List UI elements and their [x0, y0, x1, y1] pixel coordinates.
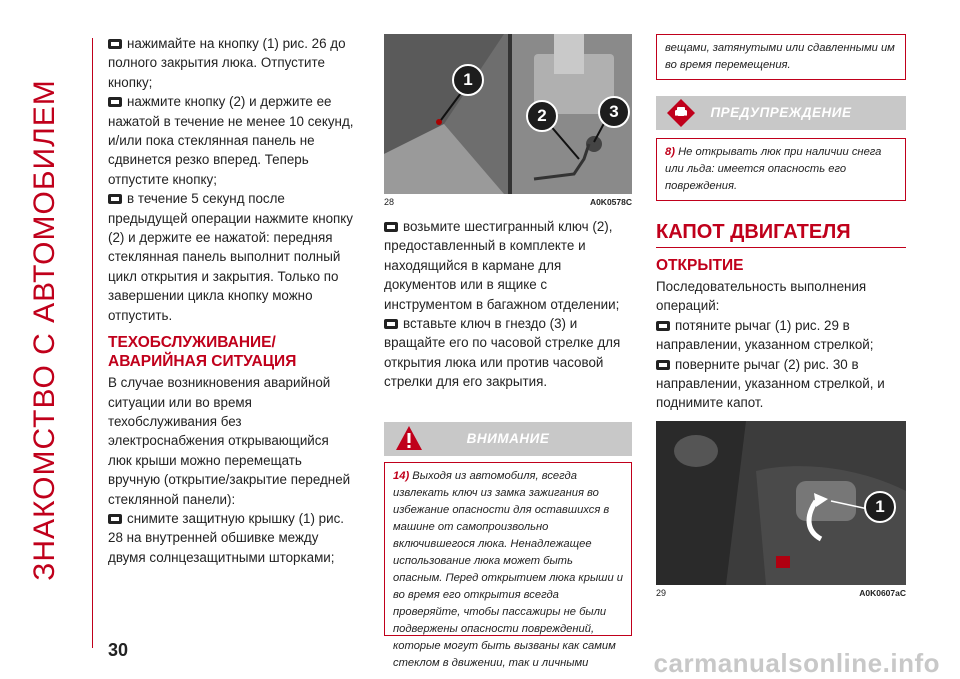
bullet-item: вставьте ключ в гнездо (3) и вращайте его по часовой стрелке для открытия люка или против часовой стрелки для его закрытия.	[384, 316, 621, 390]
bullet-item: нажимайте на кнопку (1) рис. 26 до полного закрытия люка. Отпустите кнопку;	[108, 36, 346, 90]
warning-bar	[656, 96, 906, 130]
engine-hood-heading: КАПОТ ДВИГАТЕЛЯ	[656, 221, 906, 248]
bullet-item: снимите защитную крышку (1) рис. 28 на внутренней обшивке между двумя солнцезащитными шторками;	[108, 510, 345, 565]
warning-note: 8) Не открывать люк при наличии снега или льда: имеется опасность его повреждения.	[656, 138, 906, 201]
opening-subheading: ОТКРЫТИЕ	[656, 257, 744, 274]
column-left	[108, 34, 356, 567]
figure-29-caption: 29 A0K0607aC	[656, 587, 906, 598]
bullet-item: возьмите шестигранный ключ (2), предоставленный в комплекте и находящийся в кармане для документов или в ящике с инструментом в багажном отделении;	[384, 219, 620, 312]
callout-2: 2	[526, 100, 558, 132]
maintenance-heading: ТЕХОБСЛУЖИВАНИЕ/ АВАРИЙНАЯ СИТУАЦИЯ	[108, 334, 297, 371]
warning-label: ПРЕДУПРЕЖДЕНИЕ	[710, 105, 852, 120]
bullet-icon	[656, 321, 670, 331]
intro-paragraph: Последовательность выполнения операций:	[656, 279, 867, 314]
caution-note: 14) Выходя из автомобиля, всегда извлекать ключ из замка зажигания во избежание опасности для оставшихся в машине от самопроизвольно включившегося люка. Ненадлежащее использование люка может быть опасным. Перед открытием люка крыши и во время его открытия всегда проверяйте, чтобы пассажиры не были подвержены опасности повреждений, которые могут быть вызваны как самим стеклом в движении, так и личными	[384, 462, 632, 636]
bullet-item: потяните рычаг (1) рис. 29 в направлении, указанном стрелкой;	[656, 317, 874, 353]
callout-1: 1	[864, 491, 896, 523]
bullet-icon	[108, 39, 122, 49]
page-number: 30	[108, 640, 129, 660]
bullet-item: нажмите кнопку (2) и держите ее нажатой в течение не менее 10 секунд, и/или пока стеклянная панель не сдвинется резко вперед. Теперь отпустите кнопку;	[108, 94, 354, 187]
bullet-icon	[108, 97, 122, 107]
figure-28-image	[384, 34, 632, 194]
bullet-icon	[108, 194, 122, 204]
caution-note-continued: вещами, затянутыми или сдавленными им во время перемещения.	[656, 34, 906, 80]
column-right	[656, 34, 906, 608]
caution-bar	[384, 422, 632, 456]
bullet-item: в течение 5 секунд после предыдущей операции нажмите кнопку (2) и держите ее нажатой: передняя стеклянная панель выполнит полный цикл открытия и закрытия. Только по завершении цикла кнопку можно отпустить.	[108, 191, 353, 323]
section-title-vertical: ЗНАКОМСТВО С АВТОМОБИЛЕМ	[28, 79, 61, 581]
callout-3: 3	[598, 96, 630, 128]
caution-label: ВНИМАНИЕ	[466, 430, 550, 446]
callout-1: 1	[452, 64, 484, 96]
bullet-icon	[656, 360, 670, 370]
figure-29-image	[656, 421, 906, 585]
bullet-icon	[384, 222, 398, 232]
bullet-icon	[384, 319, 398, 329]
sunroof-mechanism-illustration	[384, 34, 632, 194]
bullet-icon	[108, 514, 122, 524]
section-divider-line	[92, 38, 93, 648]
column-middle	[384, 34, 632, 669]
watermark: carmanualsonline.info	[653, 648, 940, 678]
figure-28-caption: 28 A0K0578C	[384, 197, 632, 207]
bullet-item: поверните рычаг (2) рис. 30 в направлении, указанном стрелкой, и поднимите капот.	[656, 356, 885, 411]
maintenance-paragraph: В случае возникновения аварийной ситуации или во время техобслуживания без электроснабжения открывающийся люк крыши можно перемещать вручную (открытие/закрытие передней стеклянной панели):	[108, 375, 351, 507]
